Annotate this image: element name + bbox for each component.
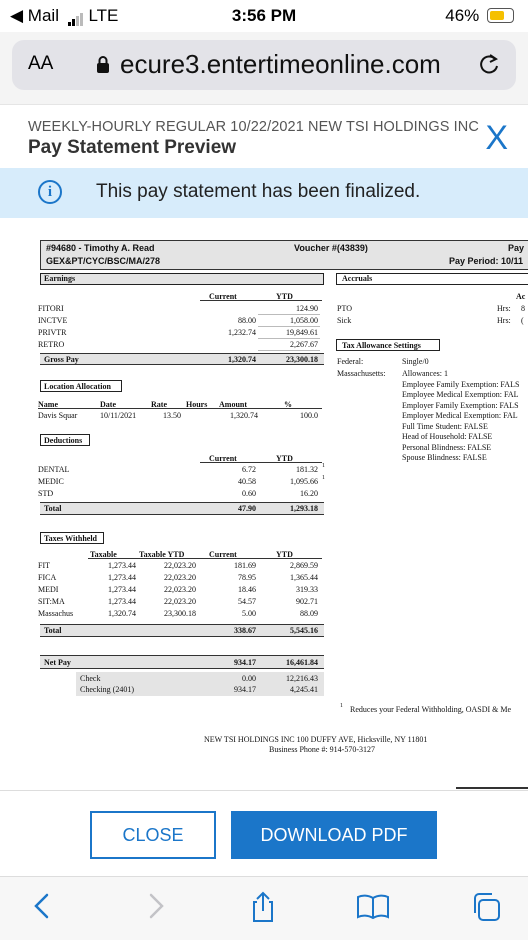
pay-statement-document <box>0 218 528 790</box>
tax-ytd: 2,869.59 <box>290 561 318 570</box>
location-header-rule <box>38 408 322 409</box>
gross-pay-ytd: 23,300.18 <box>286 355 318 364</box>
loc-name: Davis Squar <box>38 411 78 420</box>
gross-pay-label: Gross Pay <box>44 355 79 364</box>
tax-taxable: 1,273.44 <box>108 585 136 594</box>
tax-h-taxable: Taxable <box>90 550 117 559</box>
accrual-value: 8 <box>521 304 525 313</box>
url-text: ecure3.entertimeonline.com <box>120 49 441 79</box>
footer-address: NEW TSI HOLDINGS INC 100 DUFFY AVE, Hicksville, NY 11801 <box>204 735 428 744</box>
address-bar[interactable] <box>12 40 516 90</box>
battery-percent: 46% <box>445 6 480 25</box>
earnings-title-box <box>40 273 324 285</box>
loc-h-hours: Hours <box>186 400 208 409</box>
deduction-footnote-mark: 1 <box>322 463 325 469</box>
earnings-header-rule <box>200 300 322 301</box>
deductions-col-current: Current <box>209 454 237 463</box>
page-title: Pay Statement Preview <box>28 137 237 158</box>
page-edge-rule <box>456 787 528 789</box>
allowance-line: Full Time Student: FALSE <box>402 421 488 431</box>
tax-name: MEDI <box>38 585 59 594</box>
modal-header <box>0 104 528 168</box>
earning-name: RETRO <box>38 340 65 349</box>
net-pay-current: 934.17 <box>234 658 256 667</box>
earning-current: 1,232.74 <box>228 328 256 337</box>
tax-allowance-title: Tax Allowance Settings <box>342 341 421 350</box>
net-pay-label: Net Pay <box>44 658 71 667</box>
forward-icon[interactable] <box>140 891 170 921</box>
accruals-col: Ac <box>516 292 526 301</box>
tax-taxable: 1,320.74 <box>108 609 136 618</box>
loc-h-date: Date <box>100 400 116 409</box>
voucher-number: Voucher #(43839) <box>294 243 368 253</box>
tax-taxable-ytd: 23,300.18 <box>164 609 196 618</box>
taxes-header-rule <box>88 558 322 559</box>
tax-name: FIT <box>38 561 50 570</box>
tax-ytd: 88.09 <box>300 609 318 618</box>
allowance-line: Head of Household: FALSE <box>402 432 493 441</box>
download-pdf-button[interactable]: DOWNLOAD PDF <box>231 811 437 859</box>
earnings-title: Earnings <box>44 274 76 283</box>
battery-icon <box>487 8 514 23</box>
tax-name: SIT:MA <box>38 597 65 606</box>
tax-current: 5.00 <box>242 609 256 618</box>
reload-icon[interactable] <box>478 52 500 83</box>
earning-ytd: 124.90 <box>296 304 318 313</box>
earnings-row-rule <box>258 350 320 351</box>
net-pay-account-ytd: 4,245.41 <box>290 685 318 694</box>
share-icon[interactable] <box>248 891 278 921</box>
statement-subtitle: WEEKLY-HOURLY REGULAR 10/22/2021 NEW TSI HOLDINGS INC <box>28 119 479 135</box>
tax-ytd: 1,365.44 <box>290 573 318 582</box>
allowance-line: Spouse Blindness: FALSE <box>402 453 487 462</box>
accrual-name: PTO <box>337 304 352 313</box>
status-bar <box>0 0 528 32</box>
earnings-row-rule <box>258 326 320 327</box>
close-icon[interactable]: X <box>485 119 508 157</box>
allowance-line: Employer Family Exemption: FALS <box>402 400 519 410</box>
loc-h-rate: Rate <box>151 400 167 409</box>
tax-current: 78.95 <box>238 573 256 582</box>
earnings-col-current: Current <box>209 292 237 301</box>
earnings-row-rule <box>258 314 320 315</box>
close-button[interactable]: CLOSE <box>90 811 216 859</box>
earning-name: FITORI <box>38 304 64 313</box>
status-right <box>445 6 514 26</box>
clock: 3:56 PM <box>231 6 297 25</box>
deductions-total-ytd: 1,293.18 <box>290 504 318 513</box>
net-pay-ytd: 16,461.84 <box>286 658 318 667</box>
deduction-name: DENTAL <box>38 465 70 474</box>
tax-h-ytd: YTD <box>276 550 293 559</box>
allowance-line: Employee Family Exemption: FALS <box>402 379 520 389</box>
tax-taxable-ytd: 22,023.20 <box>164 561 196 570</box>
taxes-total-ytd: 5,545.16 <box>290 626 318 635</box>
carrier-label: LTE <box>88 6 119 25</box>
tax-taxable: 1,273.44 <box>108 561 136 570</box>
deduction-name: MEDIC <box>38 477 64 486</box>
deductions-title: Deductions <box>44 436 83 445</box>
loc-h-name: Name <box>38 400 58 409</box>
tabs-icon[interactable] <box>470 891 500 921</box>
gross-pay-current: 1,320.74 <box>228 355 256 364</box>
deduction-current: 40.58 <box>238 477 256 486</box>
back-icon[interactable] <box>28 891 58 921</box>
info-icon: i <box>38 180 62 204</box>
taxes-total-current: 338.67 <box>234 626 256 635</box>
net-pay-account-current: 934.17 <box>234 685 256 694</box>
earnings-row-rule <box>258 338 320 339</box>
loc-percent: 100.0 <box>300 411 318 420</box>
browser-address-area <box>0 32 528 104</box>
tax-taxable-ytd: 22,023.20 <box>164 573 196 582</box>
deduction-current: 6.72 <box>242 465 256 474</box>
loc-rate: 13.50 <box>163 411 181 420</box>
tax-name: FICA <box>38 573 57 582</box>
deduction-ytd: 1,095.66 <box>290 477 318 486</box>
tax-current: 18.46 <box>238 585 256 594</box>
federal-value: Single/0 <box>402 357 429 366</box>
earning-name: PRIVTR <box>38 328 67 337</box>
net-pay-account: Checking (2401) <box>80 685 134 694</box>
browser-toolbar <box>0 876 528 940</box>
tax-taxable: 1,273.44 <box>108 597 136 606</box>
tax-name: Massachus <box>38 609 74 618</box>
banner-message: This pay statement has been finalized. <box>96 181 421 202</box>
deductions-header-rule <box>200 462 322 463</box>
tax-taxable: 1,273.44 <box>108 573 136 582</box>
tax-taxable-ytd: 22,023.20 <box>164 585 196 594</box>
loc-h-amount: Amount <box>219 400 248 409</box>
tax-taxable-ytd: 22,023.20 <box>164 597 196 606</box>
deduction-name: STD <box>38 489 54 498</box>
footer-phone: Business Phone #: 914-570-3127 <box>269 745 375 754</box>
accrual-name: Sick <box>337 316 352 325</box>
deductions-total-current: 47.90 <box>238 504 256 513</box>
deduction-footnote-mark: 1 <box>322 475 325 481</box>
tax-h-current: Current <box>209 550 237 559</box>
tax-h-taxable-ytd: Taxable YTD <box>139 550 185 559</box>
deductions-col-ytd: YTD <box>276 454 293 463</box>
earning-ytd: 2,267.67 <box>290 340 318 349</box>
earning-ytd: 19,849.61 <box>286 328 318 337</box>
deduction-ytd: 16.20 <box>300 489 318 498</box>
earning-ytd: 1,058.00 <box>290 316 318 325</box>
deduction-ytd: 181.32 <box>296 465 318 474</box>
footnote-mark: 1 <box>340 703 343 709</box>
allowance-line: Allowances: 1 <box>402 369 448 378</box>
deductions-total-label: Total <box>44 504 62 513</box>
allowance-line: Employee Medical Exemption: FAL <box>402 390 519 399</box>
lock-icon <box>96 55 110 79</box>
tax-current: 181.69 <box>234 561 256 570</box>
employee-org: GEX&PT/CYC/BSC/MA/278 <box>46 256 161 266</box>
earnings-col-ytd: YTD <box>276 292 293 301</box>
accrual-unit: Hrs: <box>497 304 511 313</box>
earning-current: 88.00 <box>238 316 256 325</box>
accruals-title: Accruals <box>342 274 373 283</box>
taxes-title: Taxes Withheld <box>44 534 97 543</box>
employee-name: #94680 - Timothy A. Read <box>46 243 155 253</box>
earning-name: INCTVE <box>38 316 68 325</box>
federal-label: Federal: <box>337 357 364 366</box>
accrual-value: ( <box>521 316 524 325</box>
accrual-unit: Hrs: <box>497 316 511 325</box>
location-title: Location Allocation <box>44 382 111 391</box>
action-bar <box>0 790 528 876</box>
tax-current: 54.57 <box>238 597 256 606</box>
net-pay-account-current: 0.00 <box>242 674 256 683</box>
loc-date: 10/11/2021 <box>100 411 137 420</box>
deduction-current: 0.60 <box>242 489 256 498</box>
tax-ytd: 902.71 <box>296 597 318 606</box>
text-size-button[interactable]: AA <box>28 53 54 74</box>
net-pay-account-ytd: 12,216.43 <box>286 674 318 683</box>
net-pay-account: Check <box>80 674 101 683</box>
allowance-line: Employer Medical Exemption: FAL <box>402 411 518 420</box>
bookmarks-icon[interactable] <box>356 891 386 921</box>
finalized-banner <box>0 168 528 218</box>
pay-label: Pay <box>508 243 525 253</box>
taxes-total-label: Total <box>44 626 62 635</box>
pay-period: Pay Period: 10/11 <box>449 256 524 266</box>
loc-h-percent: % <box>284 400 292 409</box>
footnote-text: Reduces your Federal Withholding, OASDI & Me <box>350 705 512 714</box>
massachusetts-label: Massachusetts: <box>337 369 386 378</box>
tax-ytd: 319.33 <box>296 585 318 594</box>
allowance-line: Personal Blindness: FALSE <box>402 442 492 452</box>
loc-amount: 1,320.74 <box>230 411 258 420</box>
back-to-mail[interactable]: ◀ Mail <box>10 6 59 25</box>
